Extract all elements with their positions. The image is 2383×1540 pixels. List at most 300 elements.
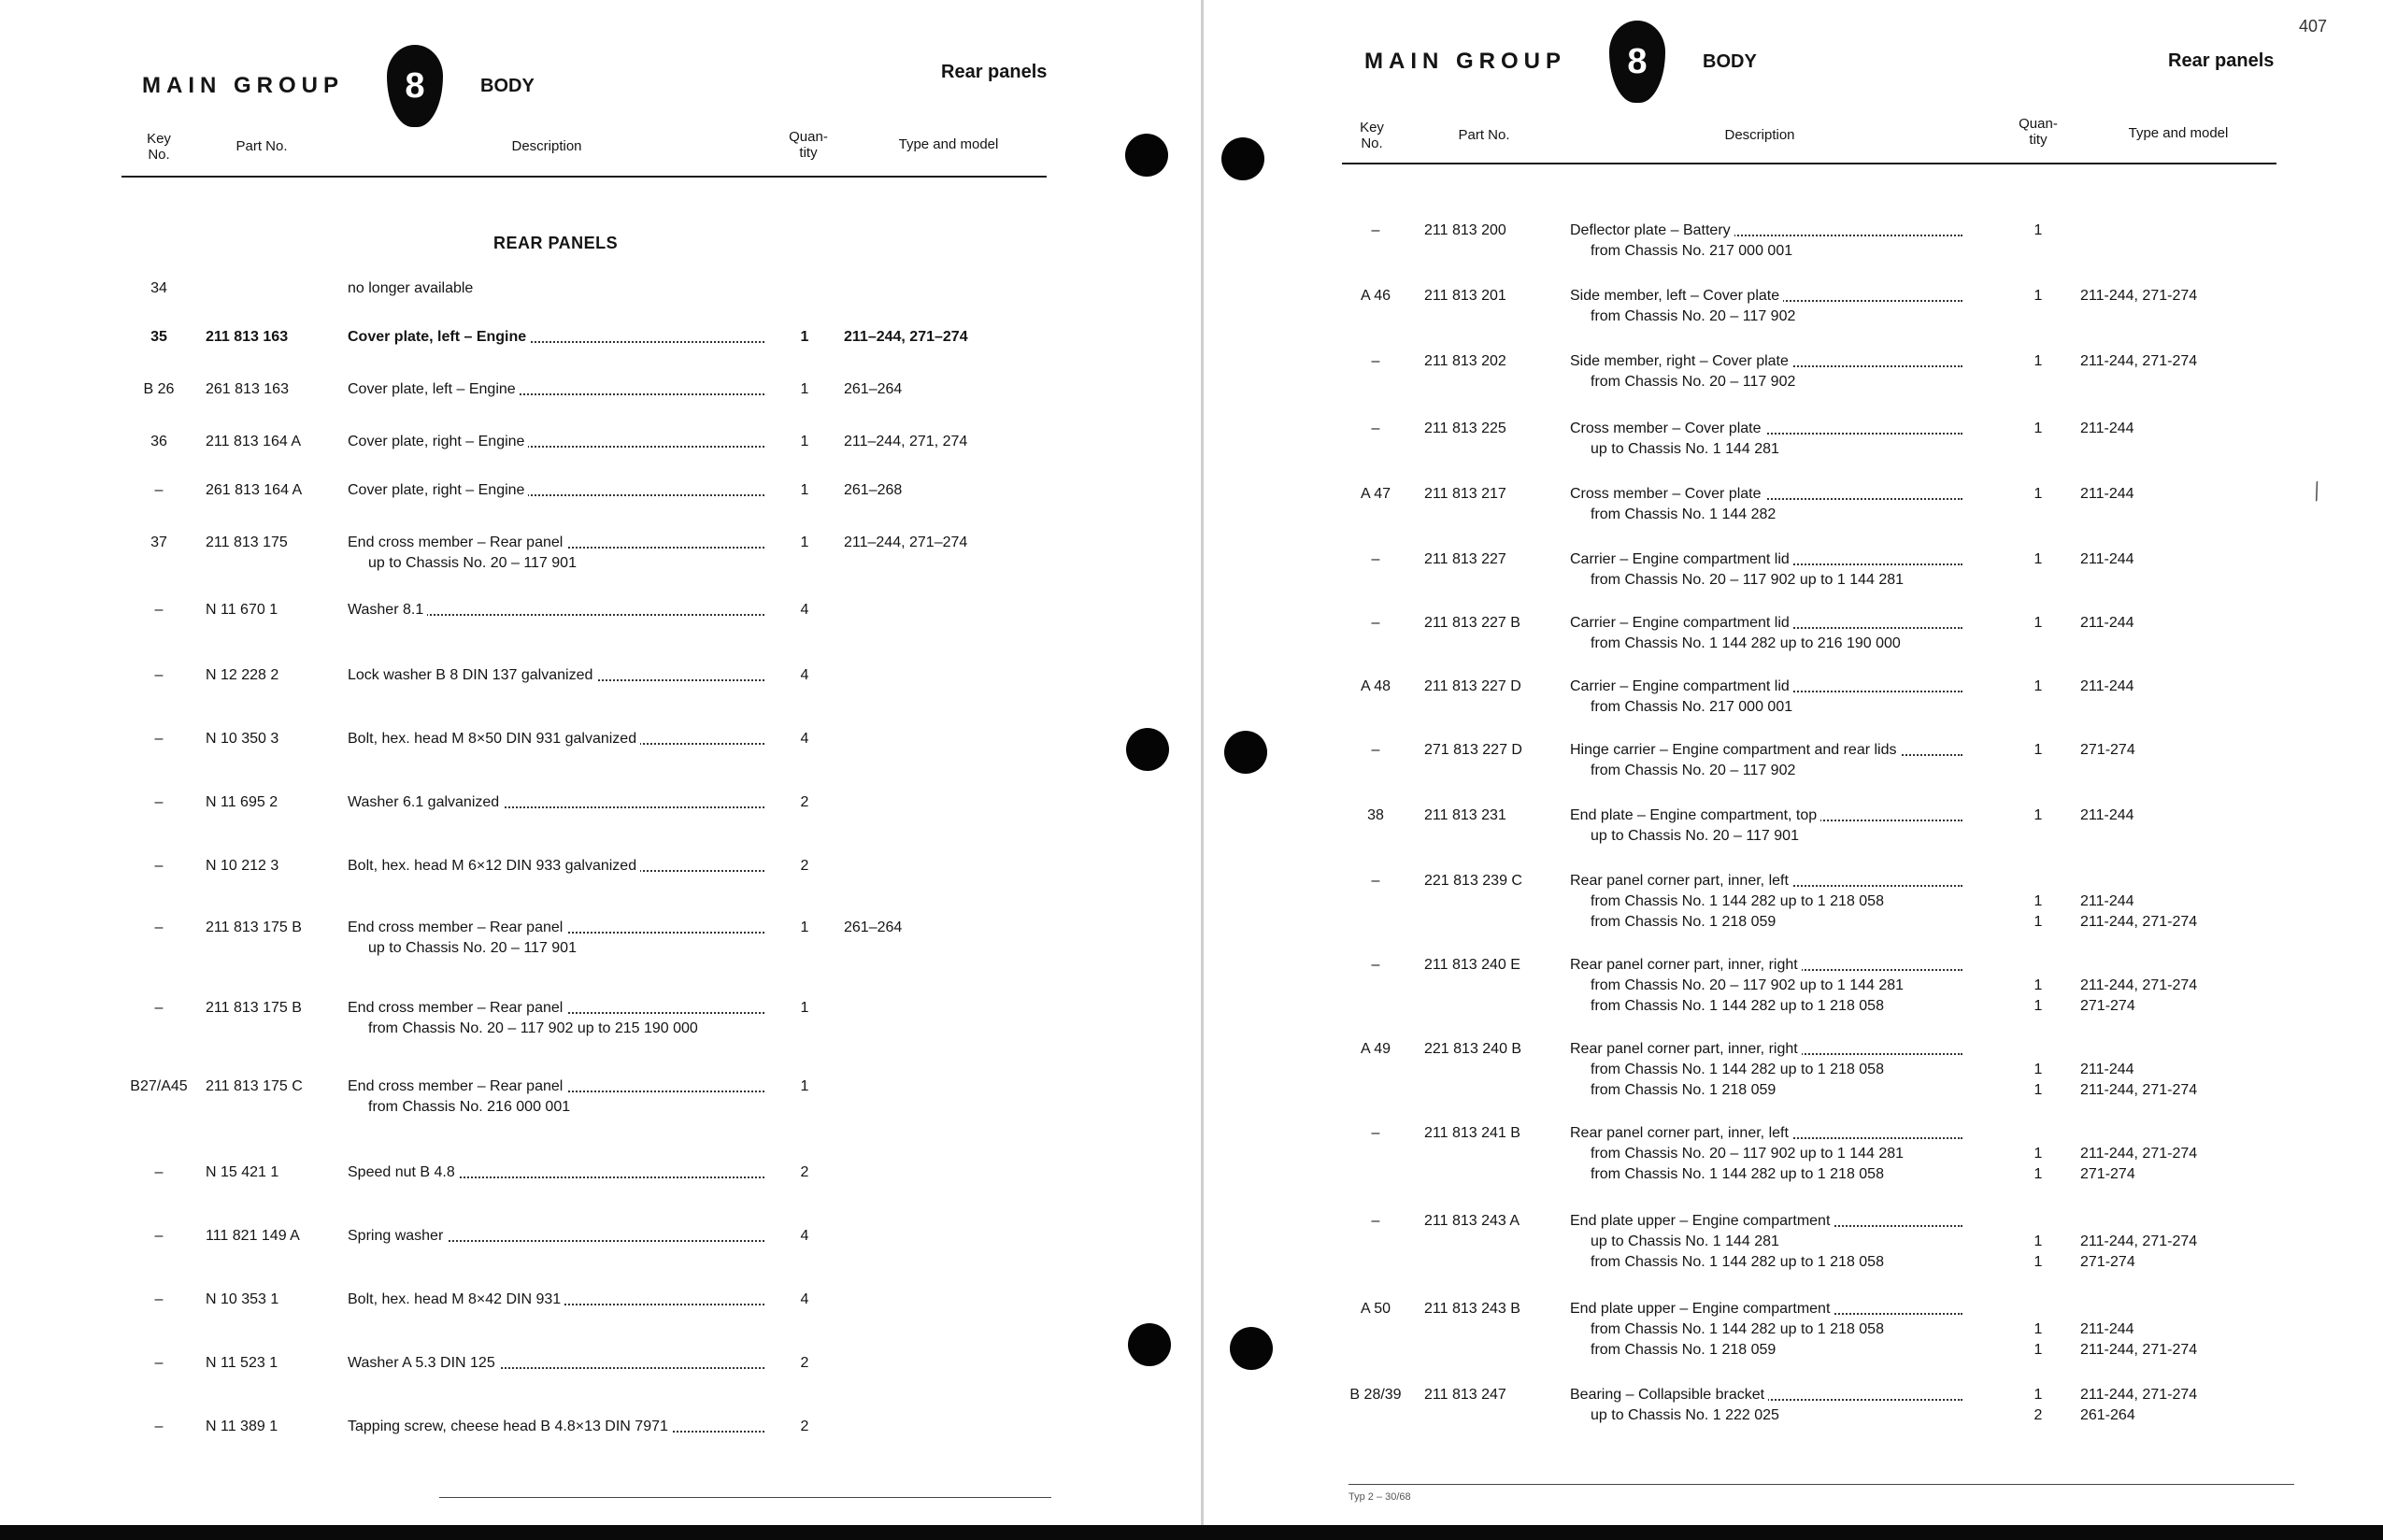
description-text: Bolt, hex. head M 8×42 DIN 931 [348, 1291, 564, 1307]
section-title: REAR PANELS [493, 234, 619, 252]
type-model-value [2080, 1039, 2286, 1060]
quantity: 4 [800, 1228, 809, 1244]
type-model-value: 211-244, 271-274 [2080, 353, 2198, 369]
description-main [348, 729, 764, 749]
punch-hole [1230, 1327, 1273, 1370]
table-row [0, 533, 1121, 589]
quantity-value: 1 [2033, 893, 2043, 909]
quantity [2026, 549, 2050, 570]
quantity: 4 [800, 731, 809, 747]
type-model-value: 271-274 [2080, 742, 2135, 758]
quantity-value: 1 [2033, 421, 2043, 436]
quantity [2026, 955, 2050, 1017]
description-main [348, 1353, 764, 1374]
type-model-value [2080, 1123, 2286, 1144]
part-number: 221 813 240 B [1424, 1041, 1522, 1057]
col-head-part: Part No. [1458, 127, 1510, 143]
type-model-value [2080, 1211, 2286, 1232]
description-detail: from Chassis No. 20 – 117 902 [1591, 308, 1796, 324]
type-model [2080, 955, 2286, 1017]
type-model-value: 271-274 [2080, 1254, 2135, 1270]
type-model-value: 211-244, 271-274 [2080, 1342, 2198, 1358]
quantity-value: 1 [2033, 288, 2043, 304]
table-row [0, 918, 1121, 974]
body-label: BODY [1703, 50, 1757, 72]
table-row [0, 379, 1121, 435]
description [1570, 1123, 1962, 1185]
key-number: – [1371, 421, 1380, 436]
quantity-value: 1 [2033, 222, 2043, 238]
description-main [348, 327, 764, 348]
quantity-value [2026, 871, 2050, 891]
table-row [0, 998, 1121, 1054]
description [348, 998, 764, 1039]
quantity-value: 1 [2033, 486, 2043, 502]
part-number: 211 813 202 [1424, 353, 1506, 369]
quantity-value: 1 [2033, 1062, 2043, 1077]
description-main [348, 1162, 764, 1183]
description-main [348, 665, 764, 686]
part-number: 211 813 175 [206, 535, 288, 550]
header-rule [121, 176, 1047, 178]
right-header [1364, 21, 1757, 103]
table-row [0, 792, 1121, 848]
part-number: N 12 228 2 [206, 667, 279, 683]
bottom-rule [1348, 1484, 2294, 1485]
part-number: 211 813 175 C [206, 1078, 303, 1094]
pencil-mark: ⁄ [2308, 477, 2327, 505]
description [348, 379, 764, 400]
key-number: – [1371, 957, 1380, 973]
quantity [2026, 419, 2050, 439]
quantity: 2 [800, 794, 809, 810]
description-detail: from Chassis No. 20 – 117 902 [1591, 374, 1796, 390]
table-row [1204, 351, 2325, 417]
description-main [1570, 1299, 1962, 1319]
type-model-value: 211-244 [2080, 615, 2134, 631]
table-row [1204, 221, 2325, 286]
description-main [1570, 1211, 1962, 1232]
part-number: 211 813 217 [1424, 486, 1506, 502]
description-main [1570, 740, 1962, 761]
description [348, 432, 764, 452]
type-model-value [2080, 955, 2286, 976]
quantity: 1 [800, 1000, 809, 1016]
type-model-value: 271-274 [2080, 998, 2135, 1014]
type-model [2080, 549, 2286, 570]
description [1570, 351, 1962, 392]
quantity: 1 [800, 920, 809, 935]
type-model-value: 211-244, 271-274 [2080, 914, 2198, 930]
punch-hole [1221, 137, 1264, 180]
type-model-value: 211-244 [2080, 678, 2134, 694]
type-model [2080, 484, 2286, 505]
description-main [1570, 484, 1962, 505]
part-number: N 11 389 1 [206, 1419, 278, 1434]
table-row [1204, 1299, 2325, 1364]
table-row [1204, 613, 2325, 678]
description [348, 600, 764, 620]
description-main [1570, 1385, 1962, 1405]
quantity: 1 [800, 434, 809, 449]
table-row [1204, 740, 2325, 806]
type-model [2080, 613, 2286, 634]
type-model-value: 211-244, 271-274 [2080, 977, 2198, 993]
table-row [1204, 871, 2325, 936]
description-detail: from Chassis No. 1 218 059 [1591, 1082, 1777, 1098]
key-number: A 46 [1360, 288, 1391, 304]
description-detail: from Chassis No. 20 – 117 902 up to 215 190 000 [368, 1020, 698, 1036]
scan-bottom-edge [0, 1525, 2383, 1540]
type-model-value: 211-244 [2080, 893, 2134, 909]
table-row [0, 600, 1121, 656]
type-model: 211–244, 271, 274 [844, 434, 968, 449]
description-detail: up to Chassis No. 20 – 117 901 [368, 940, 577, 956]
quantity: 1 [800, 482, 809, 498]
key-number: – [154, 1291, 164, 1307]
table-row [0, 278, 1121, 335]
quantity-value: 1 [2033, 998, 2043, 1014]
quantity-value: 1 [2033, 551, 2043, 567]
main-group-label: MAIN GROUP [142, 73, 344, 98]
type-model-value [2080, 1299, 2286, 1319]
key-number: – [1371, 1213, 1380, 1229]
group-number-badge: 8 [1609, 21, 1665, 103]
key-number: – [154, 667, 164, 683]
description [1570, 806, 1962, 847]
description-detail: from Chassis No. 216 000 001 [368, 1099, 571, 1115]
description-detail: up to Chassis No. 1 144 281 [1591, 441, 1779, 457]
col-head-type: Type and model [898, 136, 999, 152]
description [1570, 1211, 1962, 1273]
description-text: End plate upper – Engine compartment [1570, 1213, 1834, 1229]
description-main [1570, 955, 1962, 976]
type-model-value: 211-244 [2080, 807, 2134, 823]
type-model: 211–244, 271–274 [844, 535, 968, 550]
quantity: 1 [800, 329, 809, 345]
description-text: Rear panel corner part, inner, right [1570, 1041, 1802, 1057]
description-detail: from Chassis No. 1 144 282 up to 216 190 000 [1591, 635, 1901, 651]
quantity-value: 1 [2033, 353, 2043, 369]
quantity-value: 2 [2033, 1407, 2043, 1423]
description-detail: from Chassis No. 1 218 059 [1591, 914, 1777, 930]
col-head-part: Part No. [235, 138, 288, 154]
type-model [2080, 1123, 2286, 1185]
quantity [2026, 221, 2050, 241]
part-number: 111 821 149 A [206, 1228, 300, 1244]
type-model-value: 211-244, 271-274 [2080, 1082, 2198, 1098]
description [348, 533, 764, 574]
description-main [1570, 613, 1962, 634]
type-model-value: 211-244, 271-274 [2080, 288, 2198, 304]
description-text: Bearing – Collapsible bracket [1570, 1387, 1768, 1403]
part-number: N 15 421 1 [206, 1164, 279, 1180]
description-text: Cover plate, right – Engine [348, 482, 528, 498]
table-row [1204, 419, 2325, 484]
table-row [1204, 484, 2325, 549]
description-detail: from Chassis No. 1 144 282 up to 1 218 058 [1591, 1062, 1884, 1077]
quantity-value: 1 [2033, 1321, 2043, 1337]
description [348, 729, 764, 749]
col-head-key: Key No. [147, 131, 171, 163]
part-number: 211 813 175 B [206, 920, 302, 935]
table-row [0, 432, 1121, 488]
quantity: 4 [800, 1291, 809, 1307]
key-number: 34 [150, 280, 167, 296]
description-text: Lock washer B 8 DIN 137 galvanized [348, 667, 596, 683]
description [348, 856, 764, 877]
col-head-quantity: Quan- tity [789, 129, 828, 161]
main-group-label: MAIN GROUP [1364, 49, 1566, 74]
description [1570, 484, 1962, 525]
part-number: 211 813 231 [1424, 807, 1506, 823]
part-number: N 11 695 2 [206, 794, 278, 810]
type-model-value: 211-244 [2080, 421, 2134, 436]
part-number: 271 813 227 D [1424, 742, 1522, 758]
part-number: N 11 523 1 [206, 1355, 278, 1371]
part-number: 221 813 239 C [1424, 873, 1522, 889]
description-detail: from Chassis No. 1 144 282 up to 1 218 058 [1591, 998, 1884, 1014]
quantity-value [2026, 1039, 2050, 1060]
description-main [348, 1226, 764, 1247]
description-main [348, 432, 764, 452]
description [348, 480, 764, 501]
description-main [1570, 1123, 1962, 1144]
description [348, 1353, 764, 1374]
description-detail: from Chassis No. 20 – 117 902 up to 1 144 281 [1591, 977, 1905, 993]
key-number: A 47 [1360, 486, 1391, 502]
key-number: – [1371, 551, 1380, 567]
quantity-value: 1 [2033, 1387, 2043, 1403]
table-row [0, 1226, 1121, 1282]
part-number: N 10 353 1 [206, 1291, 279, 1307]
part-number: 211 813 201 [1424, 288, 1506, 304]
key-number: – [154, 794, 164, 810]
quantity [2026, 677, 2050, 697]
quantity: 2 [800, 1419, 809, 1434]
part-number: N 11 670 1 [206, 602, 278, 618]
col-head-description: Description [511, 138, 582, 154]
group-number-badge: 8 [387, 45, 443, 127]
description-main [348, 918, 764, 938]
description-detail: from Chassis No. 1 144 282 up to 1 218 058 [1591, 1166, 1884, 1182]
quantity [2026, 1299, 2050, 1361]
description [348, 1162, 764, 1183]
key-number: B 26 [143, 381, 175, 397]
quantity [2026, 484, 2050, 505]
description-text: Cover plate, left – Engine [348, 329, 530, 345]
description-main [348, 278, 764, 299]
description-main [348, 379, 764, 400]
key-number: – [154, 1228, 164, 1244]
description-text: Washer A 5.3 DIN 125 [348, 1355, 499, 1371]
description-text: no longer available [348, 280, 477, 296]
description-main [348, 533, 764, 553]
quantity-value: 1 [2033, 1166, 2043, 1182]
description-detail: from Chassis No. 217 000 001 [1591, 243, 1793, 259]
description-detail: from Chassis No. 1 144 282 up to 1 218 058 [1591, 1254, 1884, 1270]
key-number: – [1371, 353, 1380, 369]
description-detail: up to Chassis No. 1 144 281 [1591, 1233, 1779, 1249]
type-model-value: 261-264 [2080, 1407, 2135, 1423]
table-row [0, 856, 1121, 912]
description-text: Spring washer [348, 1228, 447, 1244]
part-number: N 10 350 3 [206, 731, 279, 747]
description [1570, 1039, 1962, 1101]
type-model [2080, 1299, 2286, 1361]
type-model [2080, 1211, 2286, 1273]
type-model-value: 211-244, 271-274 [2080, 1233, 2198, 1249]
right-page [1204, 0, 2383, 1525]
quantity-value [2026, 1123, 2050, 1144]
description-text: Cross member – Cover plate [1570, 486, 1765, 502]
part-number: 211 813 225 [1424, 421, 1506, 436]
key-number: B 28/39 [1349, 1387, 1402, 1403]
section-label: Rear panels [2168, 50, 2275, 71]
key-number: – [154, 858, 164, 874]
key-number: – [154, 920, 164, 935]
quantity: 1 [800, 1078, 809, 1094]
quantity-value: 1 [2033, 1254, 2043, 1270]
key-number: – [1371, 1125, 1380, 1141]
quantity: 4 [800, 667, 809, 683]
quantity-value: 1 [2033, 615, 2043, 631]
description [1570, 871, 1962, 933]
table-row [1204, 549, 2325, 615]
description-text: End cross member – Rear panel [348, 1000, 566, 1016]
description-main [348, 998, 764, 1019]
key-number: – [1371, 873, 1380, 889]
type-model [2080, 286, 2286, 307]
quantity [2026, 806, 2050, 826]
quantity-value: 1 [2033, 914, 2043, 930]
description-text: Cross member – Cover plate [1570, 421, 1765, 436]
description-text: Rear panel corner part, inner, left [1570, 873, 1792, 889]
quantity [2026, 1039, 2050, 1101]
table-row [1204, 677, 2325, 742]
description-detail: up to Chassis No. 20 – 117 901 [1591, 828, 1799, 844]
description-main [1570, 871, 1962, 891]
description-text: Carrier – Engine compartment lid [1570, 551, 1793, 567]
quantity-value: 1 [2033, 977, 2043, 993]
type-model-value: 211-244 [2080, 486, 2134, 502]
part-number: 211 813 227 D [1424, 678, 1521, 694]
table-row [0, 1077, 1121, 1133]
left-header [142, 45, 535, 127]
description-text: Bolt, hex. head M 6×12 DIN 933 galvanized [348, 858, 640, 874]
type-model-value [2080, 871, 2286, 891]
type-model: 261–268 [844, 482, 903, 498]
table-row [1204, 1211, 2325, 1276]
key-number: – [1371, 222, 1380, 238]
description-text: Deflector plate – Battery [1570, 222, 1734, 238]
description-detail: from Chassis No. 20 – 117 902 [1591, 763, 1796, 778]
type-model [2080, 871, 2286, 933]
table-row [0, 1290, 1121, 1346]
description-main [348, 792, 764, 813]
key-number: – [154, 731, 164, 747]
description-detail: from Chassis No. 217 000 001 [1591, 699, 1793, 715]
type-model-value: 211-244 [2080, 1321, 2134, 1337]
description [1570, 419, 1962, 460]
quantity-value: 1 [2033, 742, 2043, 758]
key-number: – [154, 1000, 164, 1016]
key-number: – [154, 1419, 164, 1434]
description [348, 918, 764, 959]
quantity [2026, 1211, 2050, 1273]
part-number: 211 813 227 [1424, 551, 1506, 567]
description-text: End plate – Engine compartment, top [1570, 807, 1820, 823]
description-text: Speed nut B 4.8 [348, 1164, 459, 1180]
description-text: Cover plate, right – Engine [348, 434, 528, 449]
part-number: N 10 212 3 [206, 858, 279, 874]
description [348, 1417, 764, 1437]
quantity-value [2026, 955, 2050, 976]
description [348, 1077, 764, 1118]
quantity [2026, 1123, 2050, 1185]
description [348, 1290, 764, 1310]
part-number: 261 813 164 A [206, 482, 303, 498]
type-model [2080, 1385, 2286, 1426]
quantity [2026, 740, 2050, 761]
description-text: Rear panel corner part, inner, left [1570, 1125, 1792, 1141]
description [1570, 221, 1962, 262]
quantity-value: 1 [2033, 807, 2043, 823]
key-number: A 50 [1360, 1301, 1391, 1317]
description-text: Rear panel corner part, inner, right [1570, 957, 1802, 973]
description-main [1570, 286, 1962, 307]
quantity: 2 [800, 1355, 809, 1371]
table-row [0, 665, 1121, 721]
part-number: 211 813 175 B [206, 1000, 302, 1016]
table-row [1204, 806, 2325, 871]
type-model [2080, 1039, 2286, 1101]
key-number: 37 [150, 535, 167, 550]
quantity: 1 [800, 535, 809, 550]
part-number: 211 813 227 B [1424, 615, 1520, 631]
col-head-key: Key No. [1360, 120, 1384, 151]
type-model-value [2080, 221, 2286, 241]
type-model [2080, 740, 2286, 761]
description-detail: up to Chassis No. 20 – 117 901 [368, 555, 577, 571]
table-row [0, 1417, 1121, 1473]
type-model-value: 211-244, 271-274 [2080, 1146, 2198, 1162]
description-text: End plate upper – Engine compartment [1570, 1301, 1834, 1317]
key-number: 35 [150, 329, 167, 345]
description [348, 792, 764, 813]
key-number: 36 [150, 434, 167, 449]
key-number: – [154, 482, 164, 498]
part-number: 211 813 241 B [1424, 1125, 1520, 1141]
description-text: End cross member – Rear panel [348, 1078, 566, 1094]
type-model-value: 271-274 [2080, 1166, 2135, 1182]
table-row [1204, 1385, 2325, 1450]
col-head-description: Description [1724, 127, 1795, 143]
description-detail: up to Chassis No. 1 222 025 [1591, 1407, 1779, 1423]
description-text: Washer 8.1 [348, 602, 427, 618]
description-text: Bolt, hex. head M 8×50 DIN 931 galvanized [348, 731, 640, 747]
key-number: 38 [1367, 807, 1384, 823]
footer-note: Typ 2 – 30/68 [1348, 1491, 1411, 1503]
description-main [1570, 351, 1962, 372]
part-number: 211 813 247 [1424, 1387, 1506, 1403]
description [1570, 1299, 1962, 1361]
description-main [348, 1290, 764, 1310]
table-row [0, 327, 1121, 383]
description-text: Side member, left – Cover plate [1570, 288, 1783, 304]
quantity-value: 1 [2033, 1146, 2043, 1162]
quantity [2026, 351, 2050, 372]
